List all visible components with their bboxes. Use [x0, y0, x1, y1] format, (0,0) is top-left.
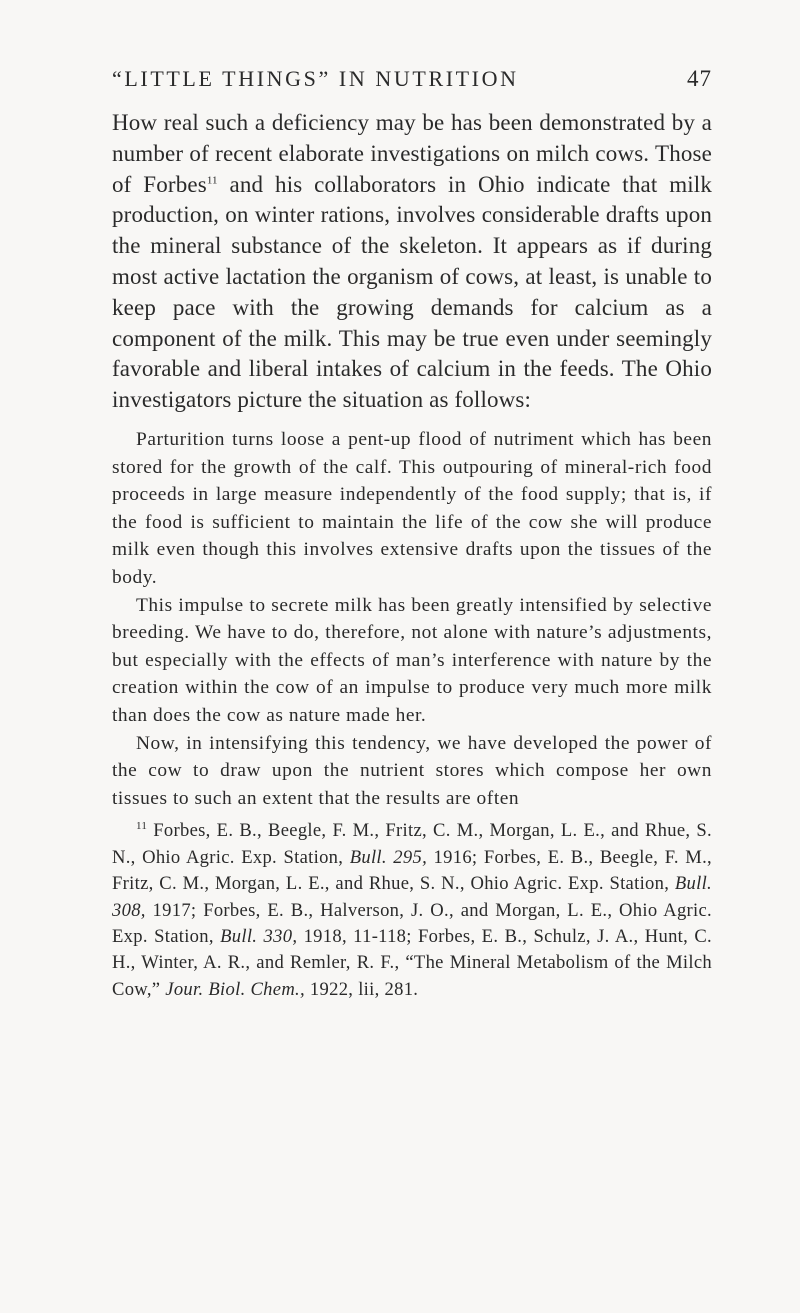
quotation-paragraph: Now, in intensifying this tendency, we have developed the power of the cow to draw upon the nutrient stores which compose her own tissues to such an extent that the results are often [112, 732, 712, 809]
footnote-number: 11 [136, 820, 148, 833]
page-number: 47 [687, 66, 712, 91]
footnote-text: 1916; Forbes, E. B., Beegle, F. M., Fritz, C. M., Morgan, L. E., and Rhue, S. N., Ohio Agric. Exp. Station, [112, 846, 713, 895]
footnote-reference: 11 [206, 173, 218, 186]
running-head [112, 66, 712, 108]
footnote-text: Forbes, E. B., Beegle, F. M., Fritz, C. M., Morgan, L. E., and Rhue, S. N., Ohio Agric. Exp. Station, [112, 820, 712, 868]
footnote-citation: Jour. Biol. Chem., [165, 978, 305, 1000]
body-text [112, 108, 712, 416]
footnote [112, 818, 712, 1003]
footnote-citation: Bull. 330, [220, 925, 298, 947]
footnote-text: 1922, lii, 281. [304, 978, 419, 1000]
footnote-citation: Bull. 295, [349, 846, 428, 868]
footnote-text: 1918, 11-118; Forbes, E. B., Schulz, J. A., Hunt, C. H., Winter, A. R., and Remler, R. F., “The Mineral Metabolism of the Milch Cow,” [112, 925, 713, 1000]
book-page [112, 66, 712, 1003]
block-quotation [112, 426, 712, 812]
body-text-part-1: How real such a deficiency may be has been demonstrated by a number of recent elaborate investigations on milch cows. Those of Forbes [112, 110, 712, 197]
footnote-text: 1917; Forbes, E. B., Halverson, J. O., and Morgan, L. E., Ohio Agric. Exp. Station, [112, 899, 712, 947]
footnote-citation: Bull. 308, [112, 873, 712, 921]
quotation-paragraph: Parturition turns loose a pent-up flood of nutriment which has been stored for the growth of the calf. This outpouring of mineral-rich food proceeds in large measure independently of the food supply; that is, if the food is sufficient to maintain the life of the cow she will produce milk even though this involves extensive drafts upon the tissues of the body. [112, 428, 712, 588]
body-text-part-2: and his collaborators in Ohio indicate that milk production, on winter rations, involves considerable drafts upon the mineral substance of the skeleton. It appears as if during most active lactation the organism of cows, at least, is unable to keep pace with the growing demands for calcium as a component of the milk. This may be true even under seemingly favorable and liberal intakes of calcium in the feeds. The Ohio investigators picture the situation as follows: [112, 171, 713, 413]
quotation-paragraph: This impulse to secrete milk has been greatly intensified by selective breeding. We have to do, therefore, not alone with nature’s adjustments, but especially with the effects of man’s interference with nature by the creation within the cow of an impulse to produce very much more milk than does the cow as nature made her. [112, 594, 712, 726]
running-title: “LITTLE THINGS” IN NUTRITION [112, 66, 519, 91]
body-paragraph [112, 108, 712, 416]
